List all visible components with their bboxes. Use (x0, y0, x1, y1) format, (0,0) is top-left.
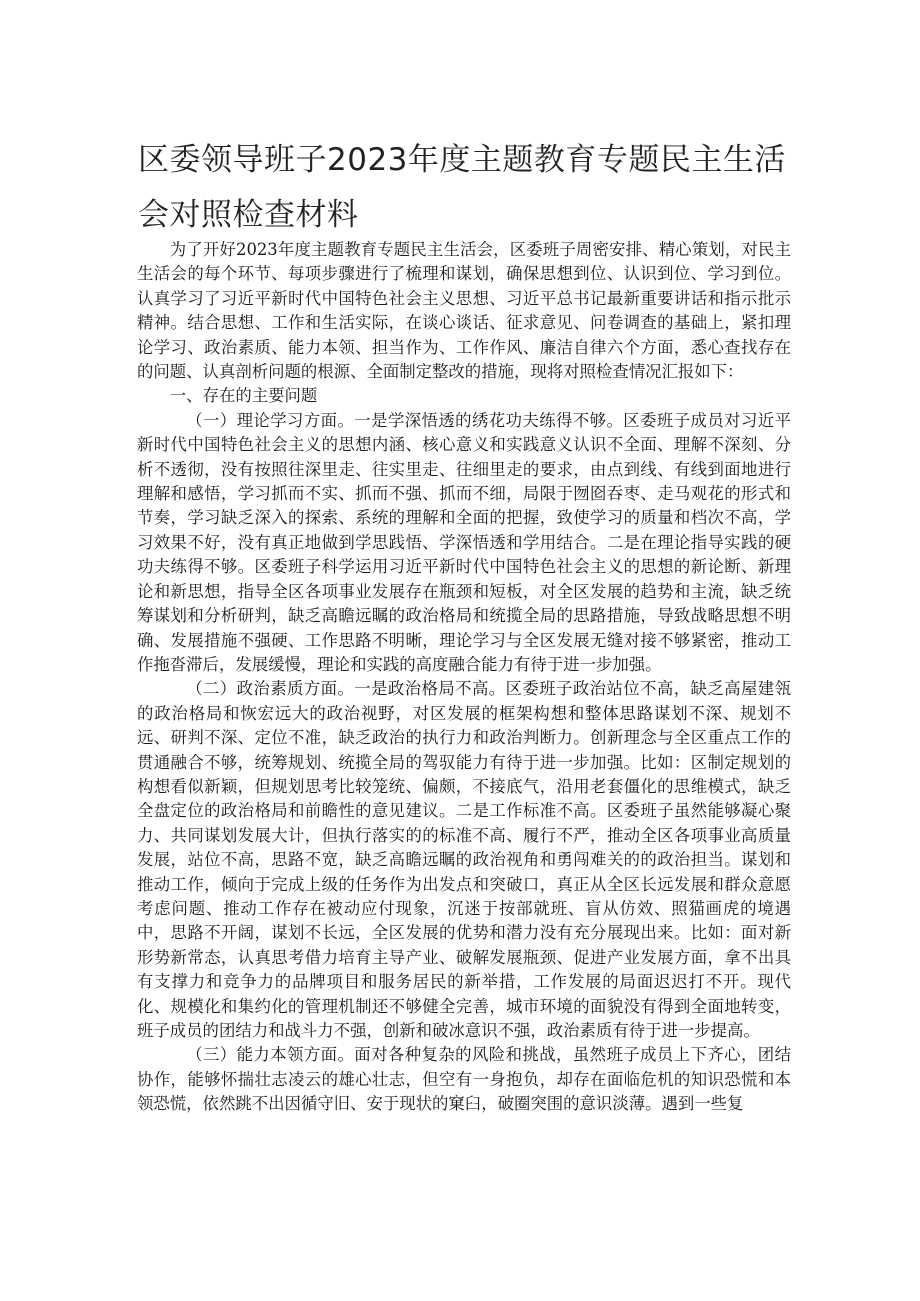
political-quality-paragraph: （二）政治素质方面。一是政治格局不高。区委班子政治站位不高，缺乏高屋建瓴的政治格局和恢宏远大的政治视野，对区发展的框架构想和整体思路谋划不深、规划不远、研判不深、定位不准，缺乏政治的执行力和政治判断力。创新理念与全区重点工作的贯通融合不够，统筹规划、统揽全局的驾驭能力有待于进一步加强。比如：区制定规划的构想看似新颖，但规划思考比较笼统、偏颇，不接底气，沿用老套僵化的思维模式，缺乏全盘定位的政治格局和前瞻性的意见建议。二是工作标准不高。区委班子虽然能够凝心聚力、共同谋划发展大计，但执行落实的的标准不高、履行不严，推动全区各项事业高质量发展，站位不高，思路不宽，缺乏高瞻远瞩的政治视角和勇闯难关的的政治担当。谋划和推动工作，倾向于完成上级的任务作为出发点和突破口，真正从全区长远发展和群众意愿考虑问题、推动工作存在被动应付现象，沉迷于按部就班、盲从仿效、照猫画虎的境遇中，思路不开阔，谋划不长远，全区发展的优势和潜力没有充分展现出来。比如：面对新形势新常态，认真思考借力培育主导产业、破解发展瓶颈、促进产业发展方面，拿不出具有支撑力和竞争力的品牌项目和服务居民的新举措，工作发展的局面迟迟打不开。现代化、规模化和集约化的管理机制还不够健全完善，城市环境的面貌没有得到全面地转变，班子成员的团结力和战斗力不强，创新和破冰意识不强，政治素质有待于进一步提高。 (137, 679, 791, 1040)
intro-paragraph: 为了开好2023年度主题教育专题民主生活会，区委班子周密安排、精心策划，对民主生活会的每个环节、每项步骤进行了梳理和谋划，确保思想到位、认识到位、学习到位。认真学习了习近平新时代中国特色社会主义思想、习近平总书记最新重要讲话和指示批示精神。结合思想、工作和生活实际，在谈心谈话、征求意见、问卷调查的基础上，紧扣理论学习、政治素质、能力本领、担当作为、工作作风、廉洁自律六个方面，悉心查找存在的问题、认真剖析问题的根源、全面制定整改的措施，现将对照检查情况汇报如下： (137, 240, 791, 382)
document-title: 区委领导班子2023年度主题教育专题民主生活会对照检查材料 (138, 142, 786, 233)
section-heading: 一、存在的主要问题 (169, 386, 318, 406)
document-body (137, 238, 791, 1117)
theory-study-paragraph: （一）理论学习方面。一是学深悟透的绣花功夫练得不够。区委班子成员对习近平新时代中国特色社会主义的思想内涵、核心意义和实践意义认识不全面、理解不深刻、分析不透彻，没有按照往深里走、往实里走、往细里走的要求，由点到线、有线到面地进行理解和感悟，学习抓而不实、抓而不强、抓而不细，局限于囫囵吞枣、走马观花的形式和节奏，学习缺乏深入的探索、系统的理解和全面的把握，致使学习的质量和档次不高，学习效果不好，没有真正地做到学思践悟、学深悟透和学用结合。二是在理论指导实践的硬功夫练得不够。区委班子科学运用习近平新时代中国特色社会主义的思想的新论断、新理论和新思想，指导全区各项事业发展存在瓶颈和短板，对全区发展的趋势和主流，缺乏统筹谋划和分析研判，缺乏高瞻远瞩的政治格局和统揽全局的思路措施，导致战略思想不明确、发展措施不强硬、工作思路不明晰，理论学习与全区发展无缝对接不够紧密，推动工作拖沓滞后，发展缓慢，理论和实践的高度融合能力有待于进一步加强。 (137, 410, 791, 674)
ability-paragraph: （三）能力本领方面。面对各种复杂的风险和挑战，虽然班子成员上下齐心，团结协作，能够怀揣壮志凌云的雄心壮志，但空有一身抱负，却存在面临危机的知识恐慌和本领恐慌，依然跳不出因循守旧、安于现状的窠臼，破圈突围的意识淡薄。遇到一些复 (137, 1045, 791, 1114)
